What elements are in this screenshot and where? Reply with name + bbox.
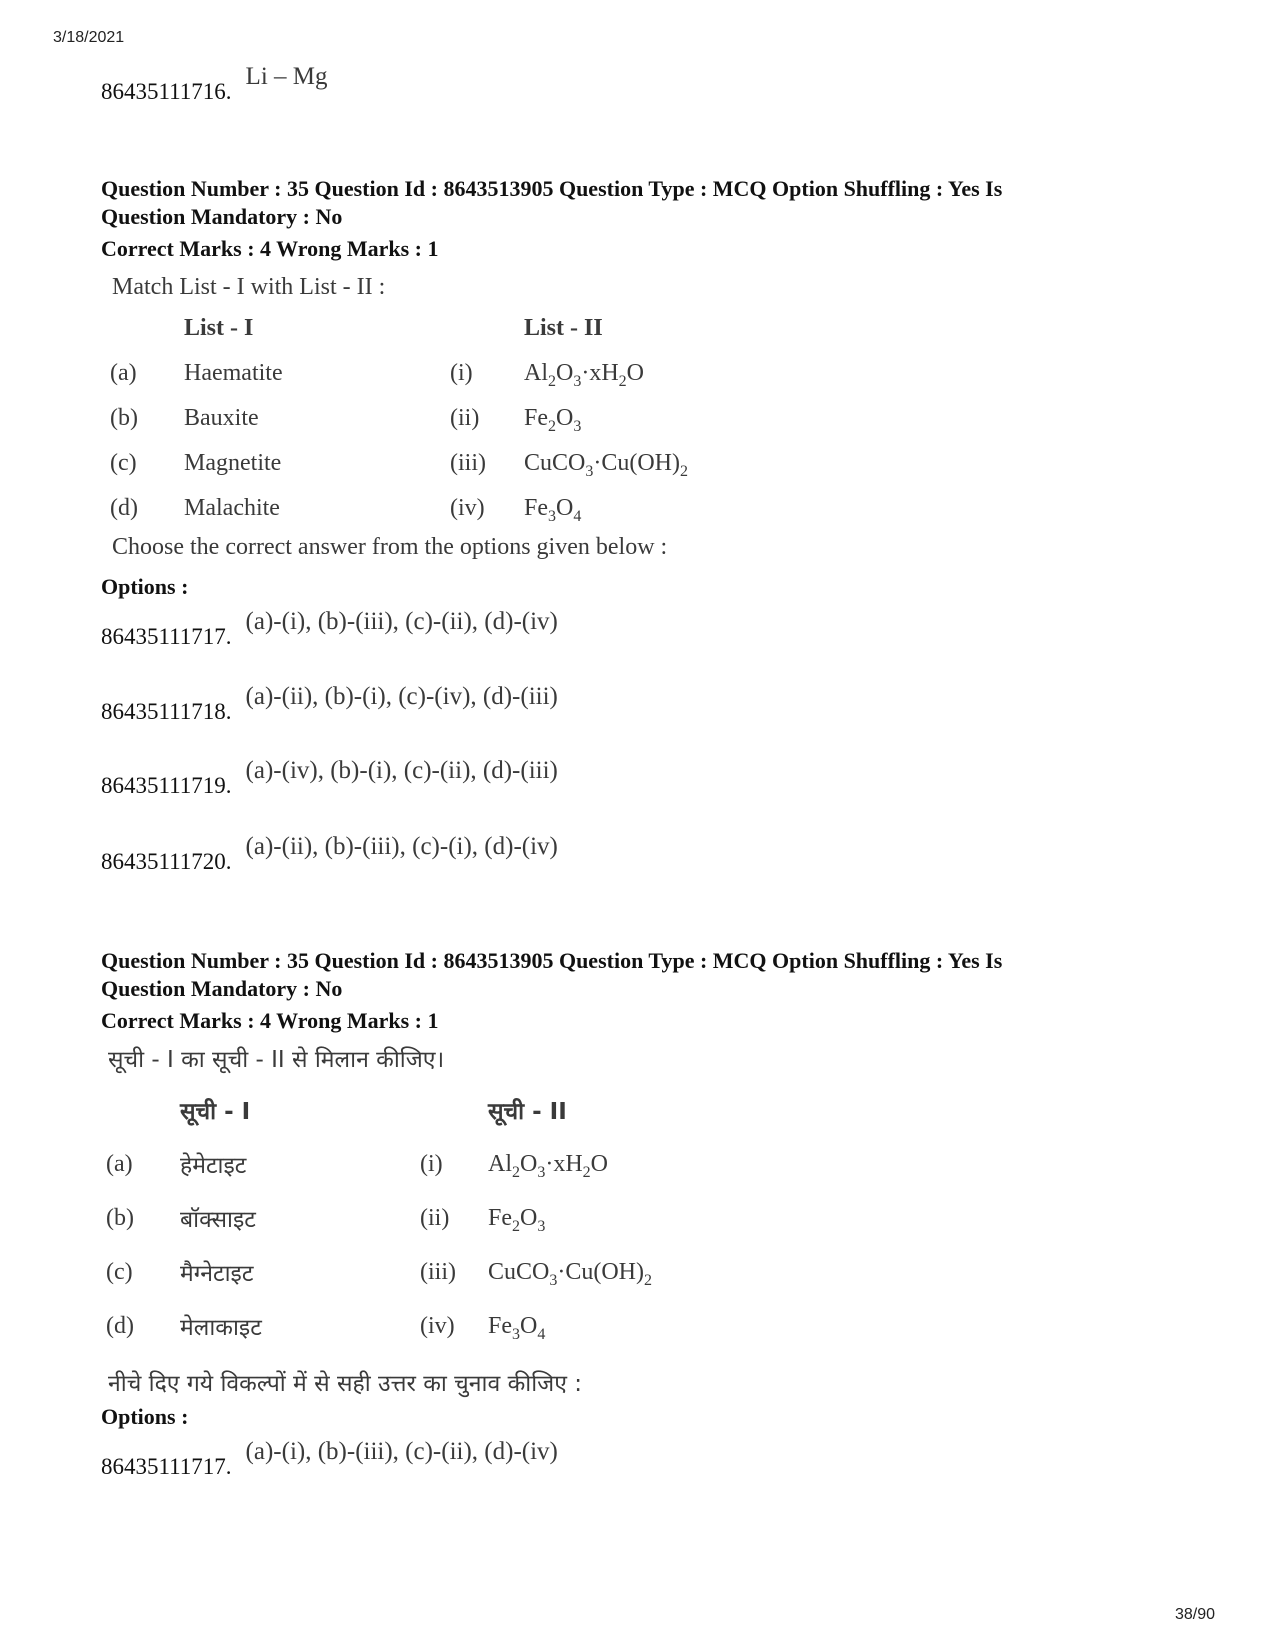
option-id: 86435111717. <box>101 1454 232 1479</box>
row-roman: (iv) <box>420 1312 455 1339</box>
match-table-hi <box>106 1083 748 1353</box>
row-roman: (iii) <box>450 450 486 476</box>
list1-item: हेमेटाइट <box>180 1153 247 1179</box>
row-label: (a) <box>110 360 137 386</box>
list1-item: Haematite <box>184 360 283 386</box>
list2-formula: $Al_2O_3\cdot xH_2O$ <box>524 360 645 390</box>
list2-header: List - II <box>524 315 603 341</box>
option-id: 86435111717. <box>101 624 232 649</box>
print-date: 3/18/2021 <box>53 29 125 46</box>
marks-line: Correct Marks : 4 Wrong Marks : 1 <box>101 236 439 261</box>
table-row <box>110 396 784 441</box>
prev-option <box>101 63 328 105</box>
option-text: (a)-(ii), (b)-(i), (c)-(iv), (d)-(iii) <box>245 683 558 710</box>
list1-item: Bauxite <box>184 405 259 431</box>
list2-header: सूची - II <box>488 1099 567 1125</box>
row-label: (d) <box>106 1312 134 1339</box>
marks-line: Correct Marks : 4 Wrong Marks : 1 <box>101 1008 439 1033</box>
row-label: (a) <box>106 1150 133 1177</box>
list2-formula: $CuCO_3\cdot Cu(OH)_2$ <box>524 450 689 480</box>
list1-item: बॉक्साइट <box>180 1207 256 1233</box>
meta-line-2: Question Mandatory : No <box>101 976 343 1001</box>
options-label-en: Options : <box>101 574 189 599</box>
row-roman: (i) <box>450 360 473 386</box>
list1-item: मेलाकाइट <box>180 1315 262 1341</box>
option-text: (a)-(ii), (b)-(iii), (c)-(i), (d)-(iv) <box>245 833 558 860</box>
table-header-row <box>110 306 784 351</box>
option-item[interactable] <box>101 608 558 650</box>
option-item[interactable] <box>101 1438 558 1480</box>
list1-item: Magnetite <box>184 450 282 476</box>
list2-formula: $Fe_3O_4$ <box>524 495 582 525</box>
option-text: (a)-(iv), (b)-(i), (c)-(ii), (d)-(iii) <box>245 757 558 784</box>
list2-formula: $CuCO_3\cdot Cu(OH)_2$ <box>488 1258 653 1289</box>
option-item[interactable] <box>101 683 558 725</box>
row-roman: (ii) <box>420 1204 450 1231</box>
option-id: 86435111718. <box>101 699 232 724</box>
option-text: Li – Mg <box>245 63 328 90</box>
row-label: (c) <box>110 450 137 476</box>
list2-formula: $Fe_3O_4$ <box>488 1312 546 1343</box>
list2-formula: $Fe_2O_3$ <box>488 1204 546 1235</box>
list2-formula: $Fe_2O_3$ <box>524 405 582 435</box>
meta-line-2: Question Mandatory : No <box>101 204 343 229</box>
list1-item: Malachite <box>184 495 280 521</box>
table-row <box>106 1245 748 1299</box>
row-label: (d) <box>110 495 138 521</box>
question-stem-hi: सूची - I का सूची - II से मिलान कीजिए। <box>108 1047 445 1073</box>
table-row <box>110 351 784 396</box>
meta-line-1: Question Number : 35 Question Id : 8643513905 Question Type : MCQ Option Shuffling : Yes Is <box>101 948 1003 973</box>
row-label: (c) <box>106 1258 133 1285</box>
match-table-en <box>110 306 784 531</box>
row-roman: (iv) <box>450 495 485 521</box>
row-roman: (iii) <box>420 1258 456 1285</box>
list1-item: मैग्नेटाइट <box>180 1261 254 1287</box>
option-item[interactable] <box>101 757 558 799</box>
choose-instruction-hi: नीचे दिए गये विकल्पों में से सही उत्तर का चुनाव कीजिए : <box>108 1371 582 1397</box>
row-label: (b) <box>106 1204 134 1231</box>
list1-header: List - I <box>184 315 254 341</box>
list2-formula: $Al_2O_3\cdot xH_2O$ <box>488 1150 609 1181</box>
row-roman: (i) <box>420 1150 443 1177</box>
table-row <box>106 1299 748 1353</box>
meta-line-1: Question Number : 35 Question Id : 8643513905 Question Type : MCQ Option Shuffling : Yes Is <box>101 176 1003 201</box>
option-text: (a)-(i), (b)-(iii), (c)-(ii), (d)-(iv) <box>245 608 558 635</box>
row-label: (b) <box>110 405 138 431</box>
question-stem-en: Match List - I with List - II : <box>112 274 386 300</box>
option-id: 86435111720. <box>101 849 232 874</box>
question-meta-hi <box>101 947 1181 1035</box>
option-text: (a)-(i), (b)-(iii), (c)-(ii), (d)-(iv) <box>245 1438 558 1465</box>
option-item[interactable] <box>101 833 558 875</box>
page-number: 38/90 <box>1174 1606 1215 1623</box>
choose-instruction-en: Choose the correct answer from the options given below : <box>112 534 668 560</box>
option-id: 86435111716. <box>101 79 232 104</box>
table-row <box>110 486 784 531</box>
table-header-row <box>106 1083 748 1137</box>
options-label-hi: Options : <box>101 1404 189 1429</box>
table-row <box>106 1137 748 1191</box>
table-row <box>106 1191 748 1245</box>
row-roman: (ii) <box>450 405 480 431</box>
option-id: 86435111719. <box>101 773 232 798</box>
question-meta-en <box>101 175 1181 263</box>
table-row <box>110 441 784 486</box>
list1-header: सूची - I <box>180 1099 251 1125</box>
